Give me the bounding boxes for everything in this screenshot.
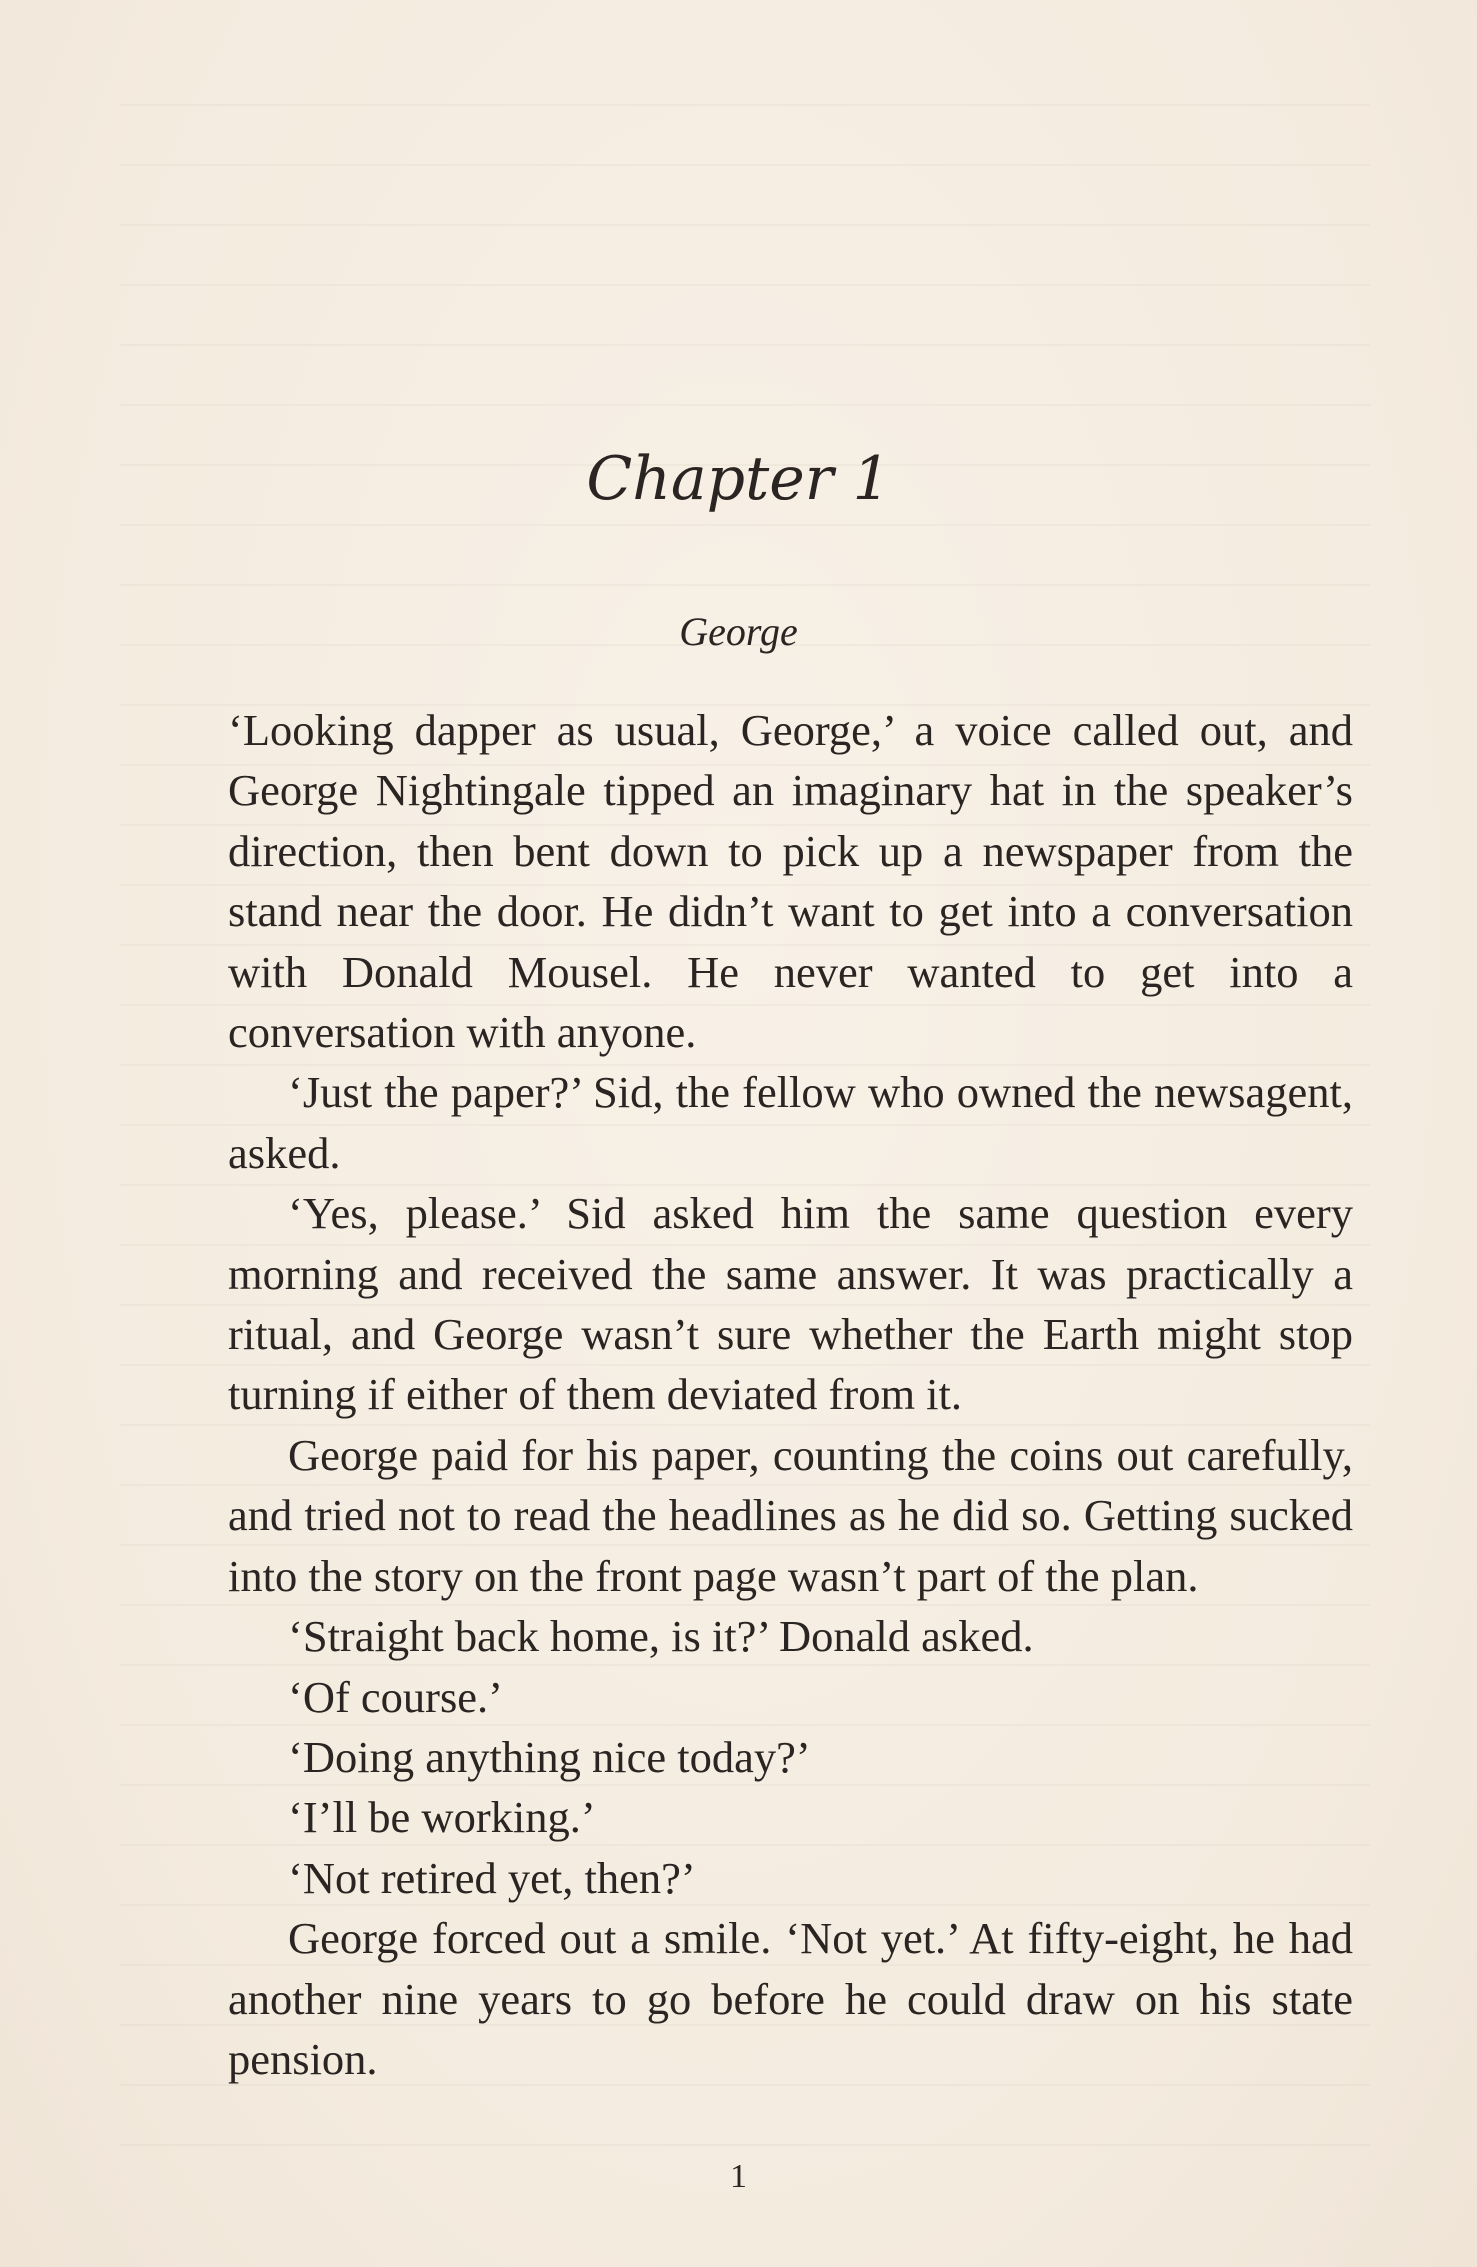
paragraph: George paid for his paper, counting the coins out carefully, and tried not to read the headlines as he did so. Getting sucked into the story on the front page wasn’t part of the plan. bbox=[228, 1429, 1353, 1601]
paragraph: ‘Not retired yet, then?’ bbox=[288, 1852, 696, 1903]
paragraph: ‘Yes, please.’ Sid asked him the same question every morning and received the same answer. It was practically a ritual, and George wasn’t sure whether the Earth might stop turning if either of them deviated from it. bbox=[228, 1188, 1353, 1420]
paragraph: ‘I’ll be working.’ bbox=[288, 1792, 596, 1843]
page-number: 1 bbox=[730, 2158, 747, 2195]
chapter-subtitle: George bbox=[679, 609, 798, 654]
body-text bbox=[228, 700, 1353, 2089]
paragraph: ‘Straight back home, is it?’ Donald asked. bbox=[288, 1611, 1034, 1662]
chapter-title: Chapter 1 bbox=[586, 444, 891, 514]
paragraph: ‘Doing anything nice today?’ bbox=[288, 1731, 811, 1782]
paragraph: George forced out a smile. ‘Not yet.’ At fifty-eight, he had another nine years to go before he could draw on his state pension. bbox=[228, 1913, 1353, 2084]
paragraph: ‘Just the paper?’ Sid, the fellow who owned the newsagent, asked. bbox=[228, 1067, 1353, 1178]
paragraph: ‘Looking dapper as usual, George,’ a voice called out, and George Nightingale tipped an imaginary hat in the speaker’s direction, then bent down to pick up a newspaper from the stand near the door. He didn’t want to get into a conversation with Donald Mousel. He never wanted to get into a conversation with anyone. bbox=[228, 705, 1353, 1058]
paragraph: ‘Of course.’ bbox=[288, 1671, 503, 1722]
